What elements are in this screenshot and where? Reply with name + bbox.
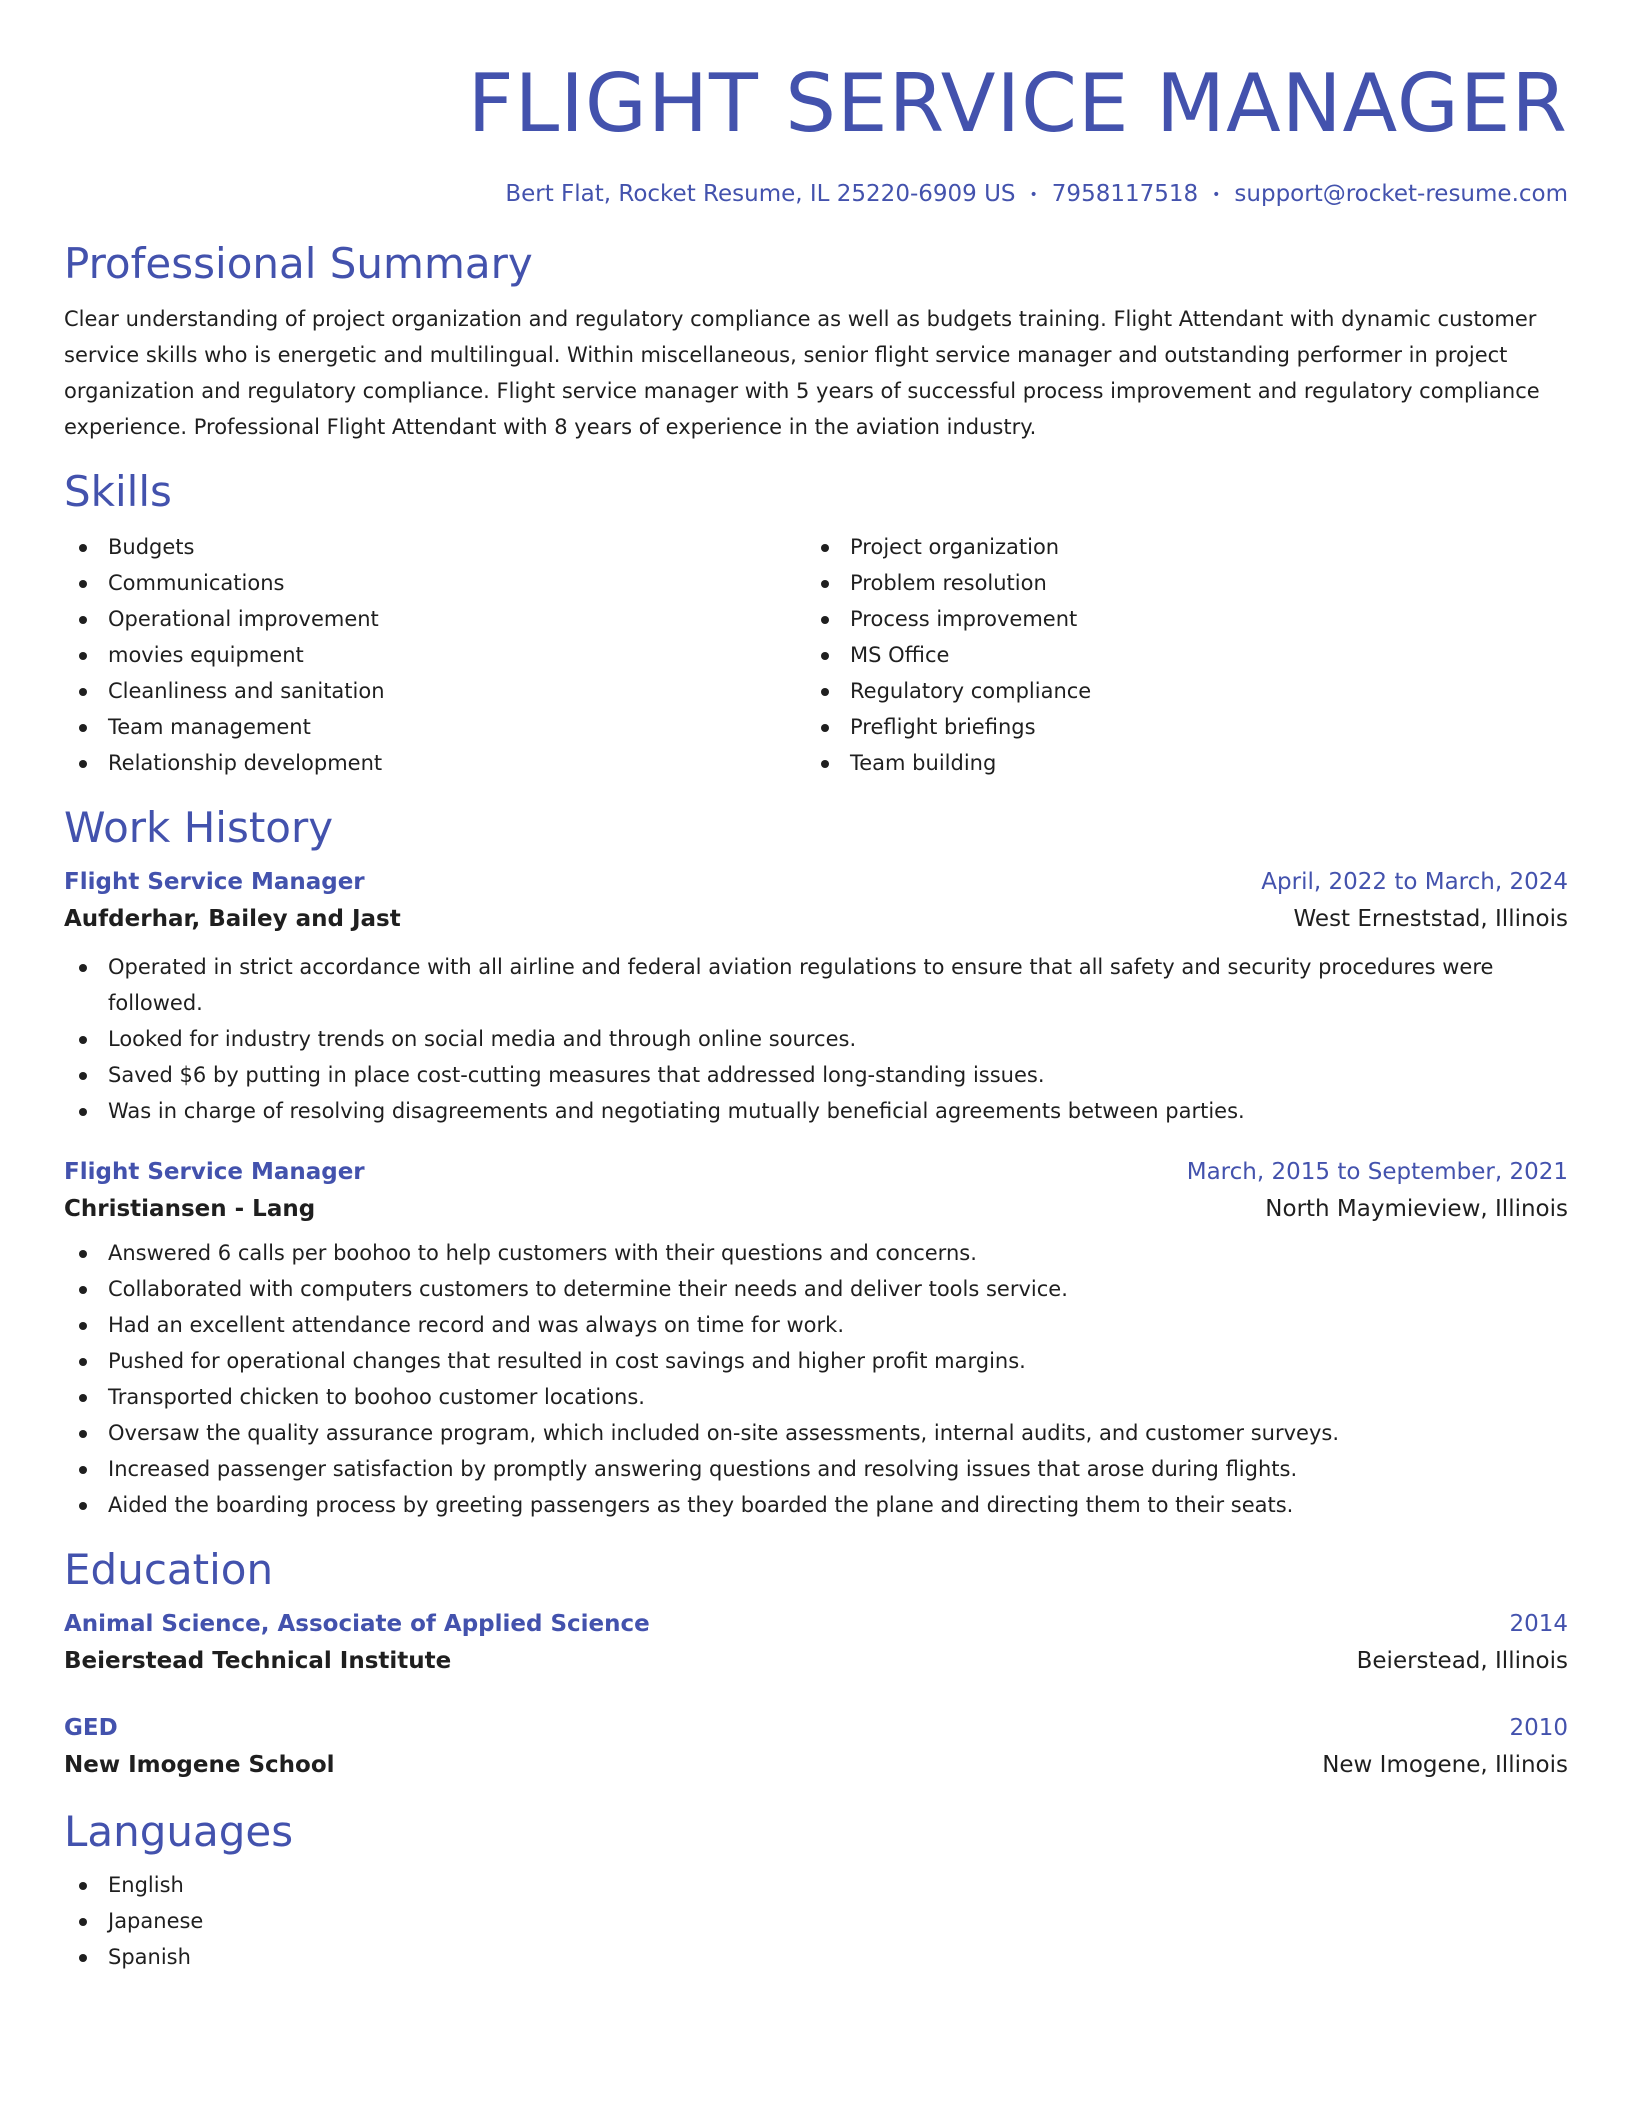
contact-line <box>64 178 1568 211</box>
degree-name: Animal Science, Associate of Applied Science <box>64 1610 650 1637</box>
job-bullet: Pushed for operational changes that resulted in cost savings and higher profit margins. <box>64 1343 1568 1379</box>
contact-address: Bert Flat, Rocket Resume, IL 25220-6909 US <box>505 181 1016 207</box>
work-heading: Work History <box>64 802 334 852</box>
skills-heading: Skills <box>64 466 172 516</box>
company-name: Aufderhar, Bailey and Jast <box>64 905 401 932</box>
job-bullet: Had an excellent attendance record and was always on time for work. <box>64 1307 1568 1343</box>
company-name: Christiansen - Lang <box>64 1195 316 1222</box>
contact-phone: 7958117518 <box>1051 181 1199 207</box>
education-entry <box>64 1607 1568 1681</box>
job-bullet: Looked for industry trends on social media and through online sources. <box>64 1021 1568 1057</box>
graduation-year: 2014 <box>1509 1610 1568 1637</box>
job-bullets <box>64 949 1568 1129</box>
job-bullet: Was in charge of resolving disagreements and negotiating mutually beneficial agreements between parties. <box>64 1093 1568 1129</box>
job-title: Flight Service Manager <box>64 1158 365 1185</box>
contact-email: support@rocket-resume.com <box>1234 181 1568 207</box>
language-item: Spanish <box>64 1939 1568 1975</box>
skill-item: Preflight briefings <box>806 709 1548 745</box>
job-entry <box>64 865 1568 1129</box>
skill-item: Team building <box>806 745 1548 781</box>
skill-item: Problem resolution <box>806 565 1548 601</box>
skills-grid <box>64 529 1568 781</box>
school-location: Beierstead, Illinois <box>1356 1647 1568 1674</box>
skill-item: MS Office <box>806 637 1548 673</box>
job-bullet: Saved $6 by putting in place cost-cutting measures that addressed long-standing issues. <box>64 1057 1568 1093</box>
summary-text: Clear understanding of project organization and regulatory compliance as well as budgets training. Flight Attendant with dynamic customer service skills who is energetic and multilingual. Within miscellaneous, senior flight service manager and outstanding performer in project organization and regulatory compliance. Flight service manager with 5 years of successful process improvement and regulatory compliance experience. Professional Flight Attendant with 8 years of experience in the aviation industry. <box>64 306 1540 439</box>
job-location: North Maymieview, Illinois <box>1265 1195 1568 1222</box>
job-bullet: Collaborated with computers customers to determine their needs and deliver tools service. <box>64 1271 1568 1307</box>
degree-name: GED <box>64 1714 118 1741</box>
job-bullet: Transported chicken to boohoo customer locations. <box>64 1379 1568 1415</box>
skill-item: Team management <box>64 709 806 745</box>
education-heading: Education <box>64 1544 274 1594</box>
graduation-year: 2010 <box>1509 1714 1568 1741</box>
summary-heading: Professional Summary <box>64 238 533 288</box>
skills-list-left <box>64 529 806 781</box>
job-title: Flight Service Manager <box>64 868 365 895</box>
job-dates: March, 2015 to September, 2021 <box>1186 1158 1568 1185</box>
skills-list-right <box>806 529 1548 781</box>
job-bullets <box>64 1235 1568 1523</box>
school-name: Beierstead Technical Institute <box>64 1647 452 1674</box>
skill-item: movies equipment <box>64 637 806 673</box>
skill-item: Regulatory compliance <box>806 673 1548 709</box>
school-location: New Imogene, Illinois <box>1322 1751 1568 1778</box>
skill-item: Operational improvement <box>64 601 806 637</box>
skill-item: Cleanliness and sanitation <box>64 673 806 709</box>
job-bullet: Oversaw the quality assurance program, which included on-site assessments, internal audits, and customer surveys. <box>64 1415 1568 1451</box>
skill-item: Relationship development <box>64 745 806 781</box>
job-location: West Erneststad, Illinois <box>1293 905 1568 932</box>
job-bullet: Increased passenger satisfaction by promptly answering questions and resolving issues that arose during flights. <box>64 1451 1568 1487</box>
job-entry <box>64 1155 1568 1523</box>
job-bullet: Answered 6 calls per boohoo to help customers with their questions and concerns. <box>64 1235 1568 1271</box>
resume-page <box>64 0 1568 1975</box>
contact-separator: • <box>1029 186 1038 203</box>
education-entry <box>64 1711 1568 1785</box>
resume-title: FLIGHT SERVICE MANAGER <box>467 57 1568 150</box>
language-item: English <box>64 1867 1568 1903</box>
job-dates: April, 2022 to March, 2024 <box>1261 868 1568 895</box>
skill-item: Process improvement <box>806 601 1548 637</box>
languages-list <box>64 1867 1568 1975</box>
skill-item: Budgets <box>64 529 806 565</box>
skill-item: Communications <box>64 565 806 601</box>
job-bullet: Aided the boarding process by greeting passengers as they boarded the plane and directing them to their seats. <box>64 1487 1568 1523</box>
languages-heading: Languages <box>64 1806 294 1856</box>
skill-item: Project organization <box>806 529 1548 565</box>
school-name: New Imogene School <box>64 1751 335 1778</box>
language-item: Japanese <box>64 1903 1568 1939</box>
job-bullet: Operated in strict accordance with all airline and federal aviation regulations to ensure that all safety and security procedures were followed. <box>64 949 1568 1021</box>
contact-separator: • <box>1212 186 1221 203</box>
